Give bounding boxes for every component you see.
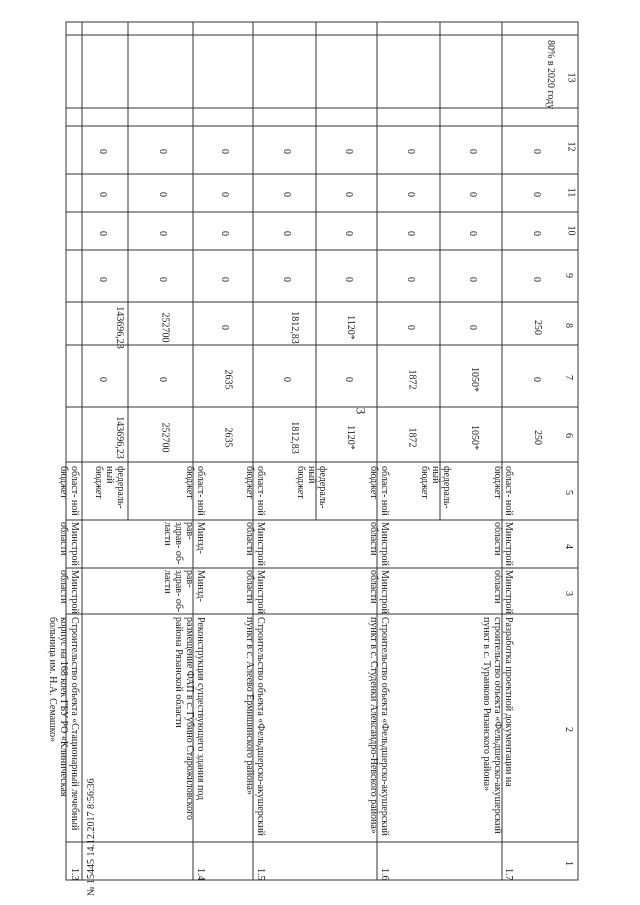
row-1-7-source-1: област- ной бюджет xyxy=(492,466,514,516)
row-1-3-c6-a: 143696,23 xyxy=(113,416,125,459)
row-1-6-c6-b: 1050* xyxy=(469,425,480,450)
row-1-5-c12-a: 0 xyxy=(281,149,292,154)
col-header-3: 3 xyxy=(563,591,574,596)
row-1-4-c9: 0 xyxy=(219,277,230,282)
col-header-4: 4 xyxy=(563,544,574,549)
row-1-3-c7-b: 0 xyxy=(157,377,168,382)
row-1-6-num: 1.6 xyxy=(379,868,390,881)
row-1-3-source-1: област- ной бюджет xyxy=(58,466,80,516)
row-1-3-executor: Минстрой области xyxy=(58,570,80,614)
row-1-7-name: Разработка проектной документации на строительство объекта «Фельдшерско-акушерский пункт в с. Туранково Рязанского района» xyxy=(481,617,514,834)
col-header-5: 5 xyxy=(563,490,574,495)
row-1-6-c9-b: 0 xyxy=(467,277,478,282)
row-1-3-c11-a: 0 xyxy=(97,192,108,197)
row-1-6-source-1: област- ной бюджет xyxy=(368,466,390,516)
row-1-6-c9-a: 0 xyxy=(405,277,416,282)
col-header-8: 8 xyxy=(563,323,574,328)
row-1-6-c8-b: 0 xyxy=(467,325,478,330)
row-1-6-c8-a: 0 xyxy=(405,325,416,330)
row-1-3-num: 1.3 xyxy=(69,868,80,881)
row-1-7-c6: 250 xyxy=(532,430,543,445)
row-1-3-c9-b: 0 xyxy=(157,277,168,282)
row-1-3-c12-a: 0 xyxy=(97,149,108,154)
row-1-5-c7-b: 0 xyxy=(343,377,354,382)
col-header-12: 12 xyxy=(565,141,577,152)
row-1-3-c8-a: 143696,23 xyxy=(113,306,125,349)
row-1-7-executor: Минстрой области xyxy=(492,570,514,614)
row-1-5-c11-a: 0 xyxy=(281,192,292,197)
col-header-9: 9 xyxy=(563,273,574,278)
row-1-5-c8-a: 1812,83 xyxy=(288,311,300,344)
row-1-5-executor: Минстрой области xyxy=(244,570,266,614)
row-1-4-num: 1.4 xyxy=(195,868,206,881)
row-1-6-c10-b: 0 xyxy=(467,231,478,236)
row-1-4-c12: 0 xyxy=(219,149,230,154)
row-1-7-c7: 0 xyxy=(531,377,542,382)
row-1-3-c11-b: 0 xyxy=(157,192,168,197)
row-1-3-c9-a: 0 xyxy=(97,277,108,282)
row-1-4-c10: 0 xyxy=(219,231,230,236)
col-header-1: 1 xyxy=(563,861,574,866)
row-1-4-c6: 2635 xyxy=(222,427,234,448)
row-1-4-source-1: област- ной бюджет xyxy=(184,466,206,516)
row-1-4-coexecutor: Минзд- рав- здрав- об- ласти xyxy=(162,522,206,565)
row-1-4-c8: 0 xyxy=(219,325,230,330)
row-1-6-coexecutor: Минстрой области xyxy=(368,522,390,566)
row-1-3-c7-a: 0 xyxy=(97,377,108,382)
row-1-3-c6-b: 252700 xyxy=(159,422,171,453)
row-1-3-c12-b: 0 xyxy=(157,149,168,154)
row-1-6-c12-b: 0 xyxy=(467,149,478,154)
row-1-7-coexecutor: Минстрой области xyxy=(492,522,514,566)
row-1-5-c7-a: 0 xyxy=(281,377,292,382)
row-1-3-c8-b: 252700 xyxy=(159,312,171,343)
row-1-6-c6-a: 1872 xyxy=(406,427,418,448)
row-1-5-source-2: федераль- ный бюджет xyxy=(295,466,328,509)
row-1-7-c11: 0 xyxy=(531,192,542,197)
row-1-6-c7-a: 1872 xyxy=(406,369,418,390)
row-1-6-c11-a: 0 xyxy=(405,192,416,197)
page-number: 3 xyxy=(353,407,369,415)
row-1-6-source-2: федераль- ный бюджет xyxy=(419,466,452,509)
col-header-2: 2 xyxy=(563,727,574,732)
row-1-7-c9: 0 xyxy=(531,277,542,282)
row-1-6-executor: Минстрой области xyxy=(368,570,390,614)
row-1-5-source-1: област- ной бюджет xyxy=(244,466,266,516)
row-1-5-name: Строительство объекта «Фельдшерско-акушерский пункт в с. Алеево Ермишинского района» xyxy=(244,617,266,836)
row-1-5-c10-a: 0 xyxy=(281,231,292,236)
row-1-5-c6-a: 1812,83 xyxy=(288,421,300,454)
col-header-13: 13 xyxy=(565,72,577,83)
row-1-3-source-2: федераль- ный бюджет xyxy=(93,466,126,509)
row-1-6-c12-a: 0 xyxy=(405,149,416,154)
row-1-6-name: Строительство объекта «Фельдшерско-акушерский пункт в с. Студенки Александро-Невского района» xyxy=(368,617,390,836)
col-header-10: 10 xyxy=(565,225,577,236)
col-header-6: 6 xyxy=(563,433,574,438)
row-1-4-executor: Минзд- рав- здрав- об- ласти xyxy=(162,570,206,613)
row-1-4-c11: 0 xyxy=(219,192,230,197)
row-1-5-c10-b: 0 xyxy=(343,231,354,236)
row-1-3-name: Строительство объекта «Стационарный лечебный корпус на 168 коек ГБУ РО «Клиническая больница им. Н.А. Семашко» xyxy=(47,617,80,831)
col13-note: 80% в 2020 году xyxy=(545,40,556,110)
row-1-5-c9-a: 0 xyxy=(281,277,292,282)
row-1-4-name: Реконструкция существующего здания под размещение ФАП в с. Губино Старожиловского района Рязанской области xyxy=(173,617,206,821)
row-1-5-c11-b: 0 xyxy=(343,192,354,197)
col-header-11: 11 xyxy=(565,187,577,198)
row-1-5-num: 1.5 xyxy=(255,868,266,881)
row-1-5-c6-b: 1120* xyxy=(344,425,356,450)
row-1-7-num: 1.7 xyxy=(503,868,514,881)
col-header-7: 7 xyxy=(563,375,574,380)
registration-stamp xyxy=(86,628,106,898)
registration-stamp-text: № 15445 14.12.2017 8:56:36 xyxy=(86,778,97,896)
row-1-7-c8: 250 xyxy=(532,320,543,335)
row-1-7-c10: 0 xyxy=(531,231,542,236)
row-1-3-coexecutor: Минстрой области xyxy=(58,522,80,566)
row-1-3-c10-a: 0 xyxy=(97,231,108,236)
row-1-6-c10-a: 0 xyxy=(405,231,416,236)
row-1-5-c9-b: 0 xyxy=(343,277,354,282)
row-1-6-c11-b: 0 xyxy=(467,192,478,197)
row-1-6-c7-b: 1050* xyxy=(469,367,480,392)
row-1-7-c12: 0 xyxy=(531,149,542,154)
row-1-5-coexecutor: Минстрой области xyxy=(244,522,266,566)
row-1-3-c10-b: 0 xyxy=(157,231,168,236)
row-1-5-c8-b: 1120* xyxy=(344,315,356,340)
row-1-5-c12-b: 0 xyxy=(343,149,354,154)
row-1-4-c7: 2635 xyxy=(222,369,234,390)
